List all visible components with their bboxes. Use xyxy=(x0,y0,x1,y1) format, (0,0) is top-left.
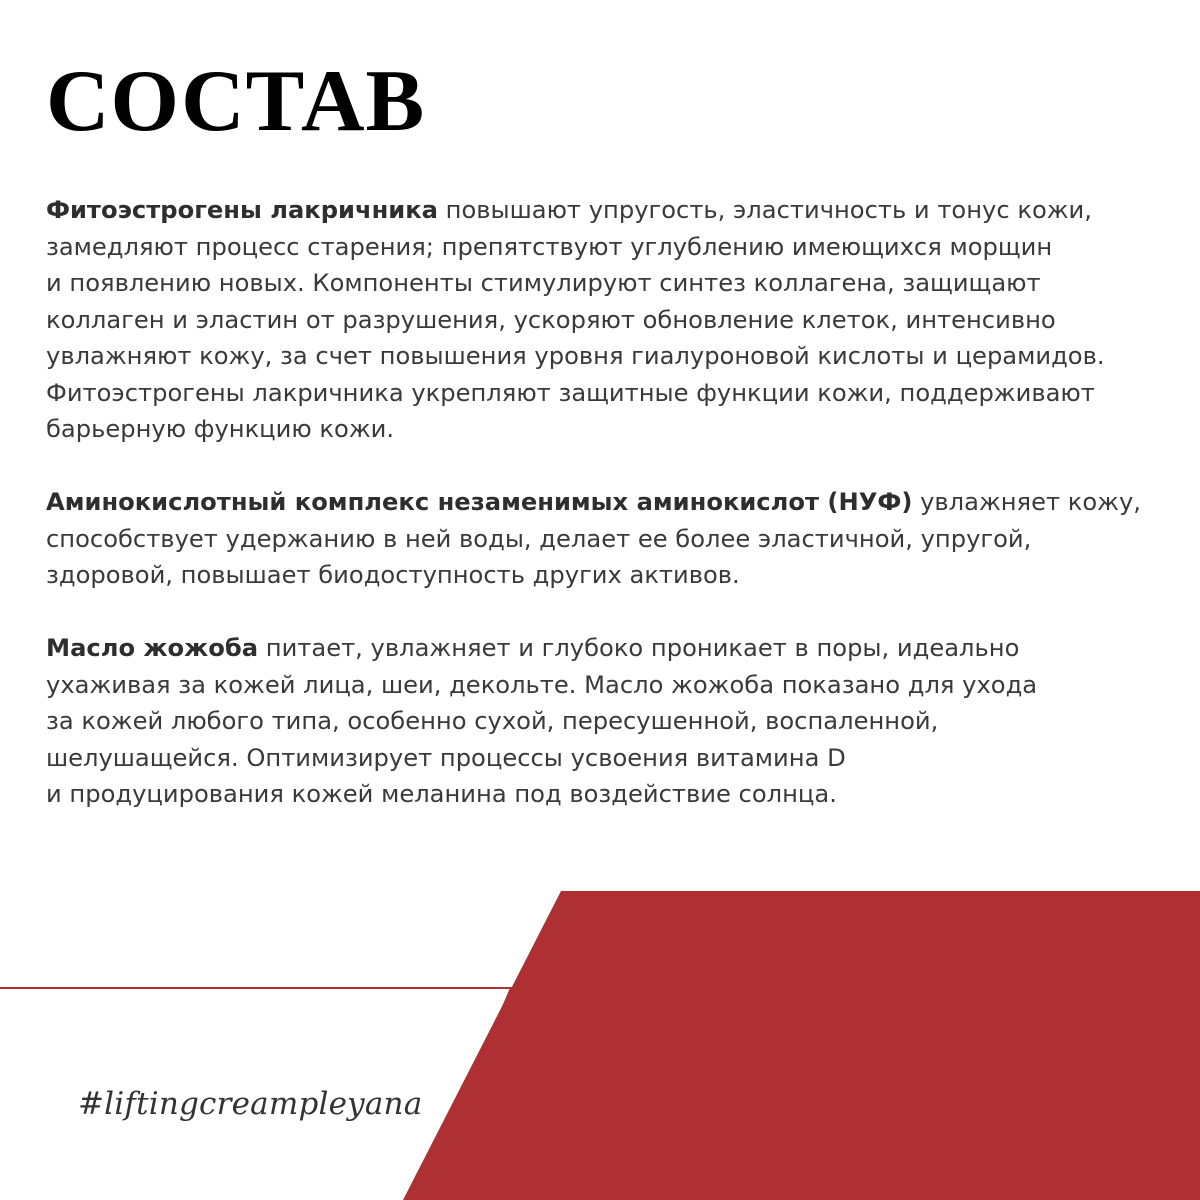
paragraph-text: повышают упругость, эластичность и тонус кожи, xyxy=(437,196,1092,224)
paragraph-line: здоровой, повышает биодоступность других активов. xyxy=(46,561,740,589)
red-parallelogram xyxy=(403,891,1200,1200)
paragraph-line: барьерную функцию кожи. xyxy=(46,415,395,443)
paragraph-line: и появлению новых. Компоненты стимулируют синтез коллагена, защищают xyxy=(46,269,1041,297)
paragraph-line: шелушащейся. Оптимизирует процессы усвоения витамина D xyxy=(46,743,846,772)
paragraph-line: способствует удержанию в ней воды, делает ее более эластичной, упругой, xyxy=(46,524,1032,553)
paragraph-text: увлажняет кожу, xyxy=(912,488,1141,516)
hashtag: #liftingcreampleyana xyxy=(78,1086,423,1122)
paragraph-line: ухаживая за кожей лица, шеи, декольте. Масло жожоба показано для ухода xyxy=(46,670,1038,699)
ingredient-name: Масло жожоба xyxy=(46,634,259,662)
ingredient-name: Аминокислотный комплекс незаменимых аминокислот (НУФ) xyxy=(46,488,913,516)
paragraph-line: коллаген и эластин от разрушения, ускоряют обновление клеток, интенсивно xyxy=(46,305,1056,334)
paragraph-line: и продуцирования кожей меланина под воздействие солнца. xyxy=(46,780,837,808)
paragraph-line: Фитоэстрогены лакричника укрепляют защитные функции кожи, поддерживают xyxy=(46,378,1095,407)
paragraph-line: за кожей любого типа, особенно сухой, пересушенной, воспаленной, xyxy=(46,707,939,735)
paragraph-line: замедляют процесс старения; препятствуют углублению имеющихся морщин xyxy=(46,232,1053,261)
paragraph-text: питает, увлажняет и глубоко проникает в поры, идеально xyxy=(258,634,1020,662)
ingredient-name: Фитоэстрогены лакричника xyxy=(46,196,438,224)
paragraph-line: увлажняют кожу, за счет повышения уровня гиалуроновой кислоты и церамидов. xyxy=(46,342,1105,370)
page-title: СОСТАВ xyxy=(46,53,426,150)
